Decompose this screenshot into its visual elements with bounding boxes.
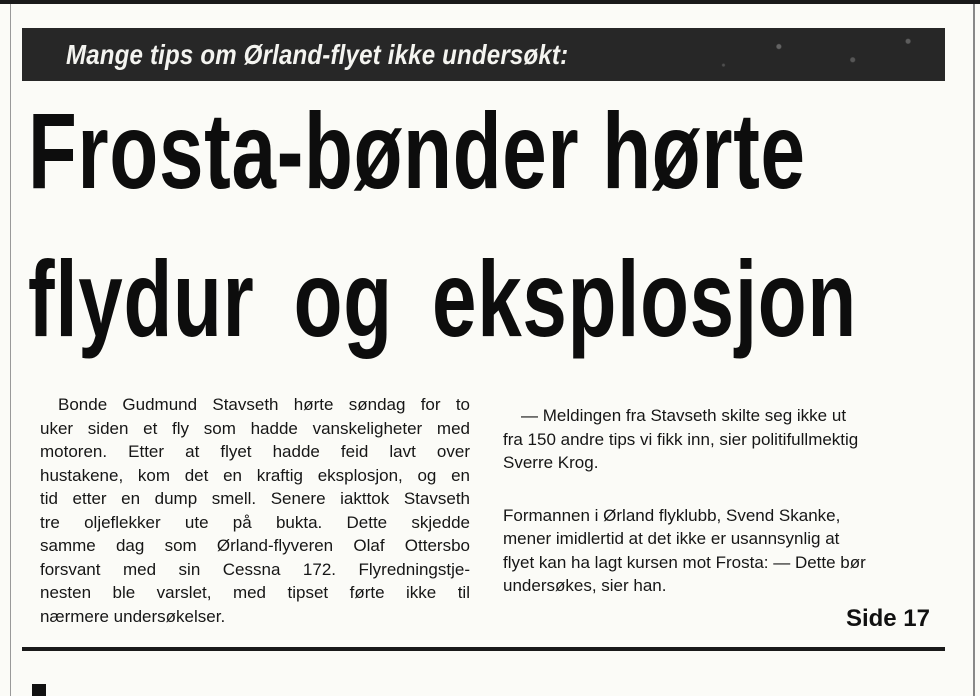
kicker-text: Mange tips om Ørland-flyet ikke undersøkt: [66, 38, 569, 70]
body-line: flyet kan ha lagt kursen mot Frosta: — Dette bør [503, 552, 866, 572]
body-line: undersøkes, sier han. [503, 576, 667, 595]
body-line: fra 150 andre tips vi fikk inn, sier politifullmektig [503, 429, 859, 449]
body-line: hustakene, kom det en kraftig eksplosjon, og en [40, 465, 470, 485]
right-paragraph-1 [503, 404, 948, 475]
body-line: Bonde Gudmund Stavseth hørte søndag for to [58, 395, 470, 414]
body-line: uker siden et fly som hadde vanskeligheter med [40, 418, 470, 438]
body-line: motoren. Etter at flyet hadde feid lavt over [40, 442, 470, 461]
body-line: Formannen i Ørland flyklubb, Svend Skanke, [503, 505, 841, 525]
left-edge-rule [10, 4, 11, 696]
top-rule [0, 0, 980, 4]
body-line: forsvant med sin Cessna 172. Flyredningstje- [40, 559, 470, 579]
right-edge-rule [973, 4, 975, 696]
headline-line-2: flydur og eksplosjon [28, 238, 857, 359]
page-reference: Side 17 [845, 605, 930, 632]
body-line: — Meldingen fra Stavseth skilte seg ikke ut [521, 406, 847, 425]
right-paragraph-2 [503, 504, 948, 598]
bottom-rule [22, 647, 945, 651]
left-column [40, 393, 470, 628]
body-line: mener imidlertid at det ikke er usannsynlig at [503, 529, 840, 548]
body-line: tid etter en dump smell. Senere iakttok Stavseth [40, 489, 470, 508]
next-article-fragment [32, 684, 46, 696]
body-line: Sverre Krog. [503, 453, 599, 472]
body-line: tre oljeflekker ute på bukta. Dette skjedde [40, 512, 470, 532]
body-line: samme dag som Ørland-flyveren Olaf Ottersbo [40, 536, 470, 555]
kicker-banner [22, 28, 945, 81]
body-line: nærmere undersøkelser. [40, 606, 226, 626]
right-column [503, 404, 948, 598]
headline-line-1: Frosta-bønder hørte [28, 90, 806, 211]
body-line: nesten ble varslet, med tipset førte ikke til [40, 583, 470, 602]
